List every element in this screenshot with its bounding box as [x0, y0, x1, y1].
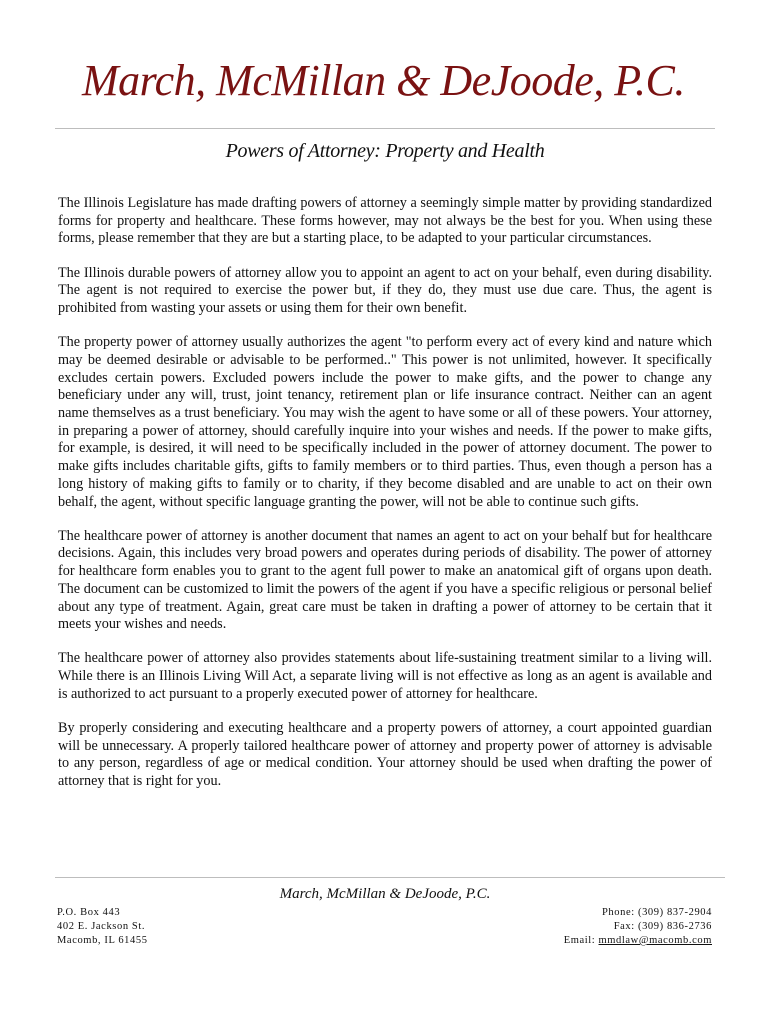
email-link[interactable]: mmdlaw@macomb.com — [598, 935, 712, 946]
paragraph-durable-powers: The Illinois durable powers of attorney allow you to appoint an agent to act on your behalf, even during disability. The agent is not required to exercise the power but, if they do, they must use due care. Thus, the agent is prohibited from wasting your assets or using them for their own benefit. — [58, 264, 712, 317]
footer-contact — [564, 906, 712, 948]
footer-divider — [55, 877, 725, 878]
document-body — [58, 195, 712, 807]
paragraph-healthcare-power: The healthcare power of attorney is another document that names an agent to act on your behalf but for healthcare decisions. Again, this includes very broad powers and operates during periods of disability. The power of attorney for healthcare form enables you to grant to the agent full power to make an anatomical gift of organs upon death. The document can be customized to limit the powers of the agent if you have a specific religious or personal belief about any type of treatment. Again, great care must be taken in drafting a power of attorney to be certain that it meets your wishes and needs. — [58, 527, 712, 633]
contact-email-line — [564, 934, 712, 948]
address-po-box: P.O. Box 443 — [57, 907, 121, 918]
address-street: 402 E. Jackson St. — [57, 921, 146, 932]
paragraph-property-power: The property power of attorney usually authorizes the agent "to perform every act of every kind and nature which may be deemed desirable or advisable to be performed.." This power is not unlimited, however. It specifically excludes certain powers. Excluded powers include the power to make gifts, and the power to change any beneficiary under any will, trust, joint tenancy, retirement plan or life insurance contract. Neither can an agent name themselves as a trust beneficiary. You may wish the agent to have some or all of these powers. Your attorney, in preparing a power of attorney, should carefully inquire into your wishes and needs. If the power to make gifts, for example, is desired, it will need to be specifically included in the power of attorney document. The power to make gifts includes charitable gifts, gifts to family members or to third parties. Thus, even though a person has a long history of making gifts to family or to charity, if they become disabled and are unable to act on their own behalf, the agent, without specific language granting the power, will not be able to continue such gifts. — [58, 334, 712, 510]
contact-phone: Phone: (309) 837-2904 — [601, 907, 712, 918]
document-title: Powers of Attorney: Property and Health — [225, 140, 545, 162]
footer-firm-name: March, McMillan & DeJoode, P.C. — [279, 886, 491, 902]
email-label: Email: — [563, 935, 599, 946]
footer-address — [57, 906, 148, 948]
paragraph-living-will: The healthcare power of attorney also provides statements about life-sustaining treatment similar to a living will. While there is an Illinois Living Will Act, a separate living will is not effective as long as an agent is available and is authorized to act pursuant to a properly executed power of attorney for healthcare. — [58, 650, 712, 702]
header-divider — [55, 128, 715, 129]
paragraph-conclusion: By properly considering and executing healthcare and a property powers of attorney, a court appointed guardian will be unnecessary. A properly tailored healthcare power of attorney and property power of attorney is advisable to any person, regardless of age or medical condition. Your attorney should be used when drafting the power of attorney that is right for you. — [58, 720, 712, 790]
firm-name-heading: March, McMillan & DeJoode, P.C. — [82, 56, 685, 105]
address-city: Macomb, IL 61455 — [57, 935, 148, 946]
contact-fax: Fax: (309) 836-2736 — [613, 921, 712, 932]
paragraph-intro: The Illinois Legislature has made drafting powers of attorney a seemingly simple matter by providing standardized forms for property and healthcare. These forms however, may not always be the best for you. When using these forms, please remember that they are but a starting place, to be adapted to your particular circumstances. — [58, 195, 712, 247]
